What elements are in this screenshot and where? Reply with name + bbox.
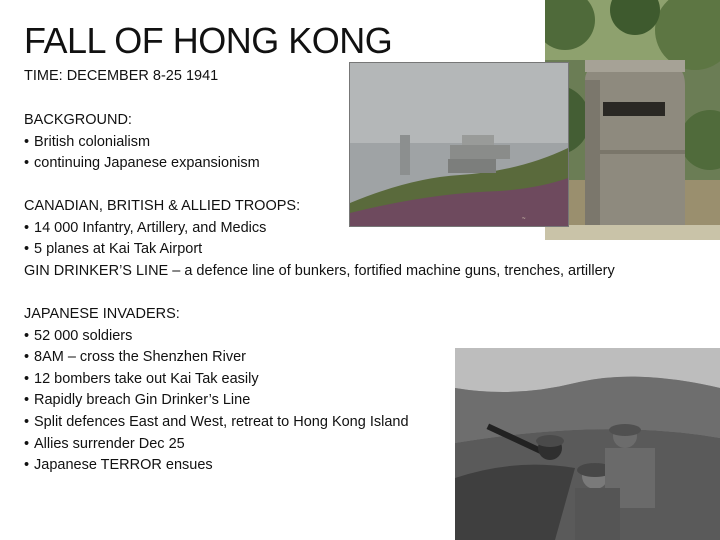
- list-item: • 12 bombers take out Kai Tak easily: [24, 369, 409, 391]
- time-label: TIME: [24, 68, 59, 84]
- list-item: • 5 planes at Kai Tak Airport: [24, 239, 615, 261]
- japanese-section: [24, 304, 409, 477]
- list-item: • 8AM – cross the Shenzhen River: [24, 347, 409, 369]
- list-item: • Rapidly breach Gin Drinker’s Line: [24, 390, 409, 412]
- soldiers-photo: [455, 348, 720, 540]
- gin-drinkers-line-note: GIN DRINKER’S LINE – a defence line of bunkers, fortified machine guns, trenches, artillery: [24, 262, 615, 279]
- japanese-heading: JAPANESE INVADERS:: [24, 306, 180, 322]
- background-heading: BACKGROUND:: [24, 112, 132, 128]
- list-item: • Allies surrender Dec 25: [24, 434, 409, 456]
- list-item: • Split defences East and West, retreat to Hong Kong Island: [24, 412, 409, 434]
- list-item: • 14 000 Infantry, Artillery, and Medics: [24, 218, 615, 240]
- list-item: • British colonialism: [24, 132, 260, 154]
- svg-text:~: ~: [522, 216, 526, 222]
- allied-heading: CANADIAN, BRITISH & ALLIED TROOPS:: [24, 198, 301, 214]
- time-value: : DECEMBER 8-25 1941: [58, 68, 219, 84]
- background-section: [24, 110, 260, 175]
- list-item: • Japanese TERROR ensues: [24, 455, 409, 477]
- slide-title: FALL OF HONG KONG: [24, 20, 393, 61]
- list-item: • continuing Japanese expansionism: [24, 153, 260, 175]
- allied-section: [24, 196, 615, 282]
- list-item: • 52 000 soldiers: [24, 326, 409, 348]
- time-line: [24, 66, 218, 88]
